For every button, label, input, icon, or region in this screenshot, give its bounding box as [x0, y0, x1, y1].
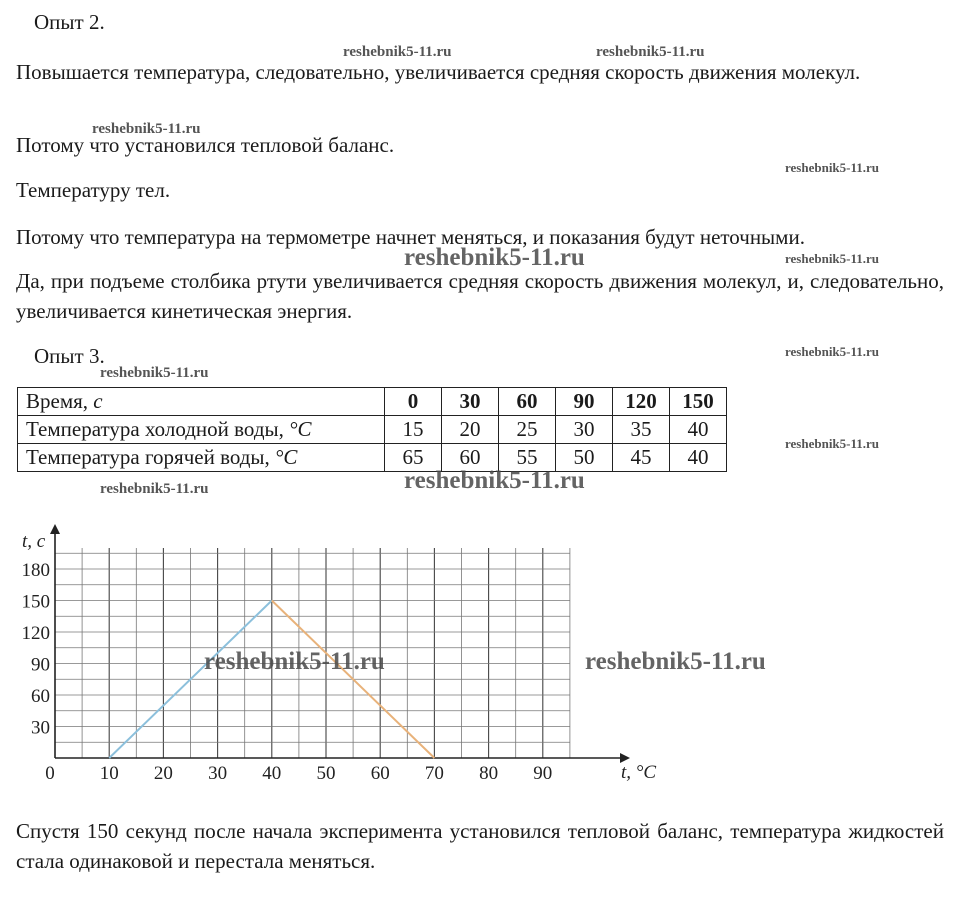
time-cell: 60 [499, 388, 556, 416]
conclusion-text: Спустя 150 секунд после начала эксперимента установился тепловой баланс, температура жидкостей стала одинаковой и перестала меняться. [16, 819, 944, 873]
time-cell: 120 [613, 388, 670, 416]
cold-cell: 30 [556, 416, 613, 444]
exp2-answer-4: Потому что температура на термометре начнет меняться, и показания будут неточными. [16, 225, 805, 249]
hot-cell: 50 [556, 444, 613, 472]
watermark: reshebnik5-11.ru [585, 648, 766, 675]
y-tick-label: 150 [21, 591, 50, 613]
x-tick-label: 70 [424, 763, 444, 784]
watermark: reshebnik5-11.ru [404, 467, 585, 494]
exp2-answer-2: Потому что установился тепловой баланс. [16, 133, 395, 157]
table-row [18, 416, 727, 444]
y-tick-label: 90 [31, 654, 50, 676]
cold-cell: 40 [670, 416, 727, 444]
x-tick-label: 90 [533, 763, 553, 784]
watermark: reshebnik5-11.ru [785, 344, 880, 359]
watermark: reshebnik5-11.ru [92, 121, 201, 137]
exp2-heading: Опыт 2. [34, 10, 105, 34]
x-tick-label: 80 [479, 763, 499, 784]
x-axis-label: t, °C [621, 762, 657, 783]
hot-cell: 40 [670, 444, 727, 472]
cold-cell: 35 [613, 416, 670, 444]
y-axis-arrow [50, 524, 60, 534]
watermark: reshebnik5-11.ru [404, 244, 585, 271]
exp3-heading: Опыт 3. [34, 344, 105, 368]
row-label-time: Время, с [18, 388, 385, 416]
x-tick-label: 20 [153, 763, 173, 784]
row-label-cold: Температура холодной воды, °C [18, 416, 385, 444]
time-cell: 90 [556, 388, 613, 416]
x-tick-label: 40 [262, 763, 282, 784]
watermark: reshebnik5-11.ru [785, 436, 880, 451]
x-tick-label: 50 [316, 763, 336, 784]
exp2-answer-5: Да, при подъеме столбика ртути увеличивается средняя скорость движения молекул, и, следовательно, увеличивается кинетическая энергия. [16, 269, 944, 323]
y-tick-label: 30 [31, 717, 50, 739]
watermark: reshebnik5-11.ru [100, 481, 209, 497]
time-cell: 0 [385, 388, 442, 416]
y-tick-label: 60 [31, 686, 50, 707]
table-row [18, 444, 727, 472]
x-tick-label: 10 [99, 763, 119, 784]
hot-cell: 65 [385, 444, 442, 472]
table-row [18, 388, 727, 416]
hot-cell: 45 [613, 444, 670, 472]
exp2-answer-1: Повышается температура, следовательно, увеличивается средняя скорость движения молекул. [16, 60, 861, 84]
cold-cell: 15 [385, 416, 442, 444]
hot-cell: 60 [442, 444, 499, 472]
watermark: reshebnik5-11.ru [785, 251, 880, 266]
row-label-hot: Температура горячей воды, °C [18, 444, 385, 472]
hot-cell: 55 [499, 444, 556, 472]
cold-cell: 20 [442, 416, 499, 444]
experiment-table [17, 387, 727, 472]
watermark: reshebnik5-11.ru [596, 44, 705, 60]
watermark: reshebnik5-11.ru [343, 44, 452, 60]
time-cell: 30 [442, 388, 499, 416]
y-axis-label: t, с [22, 531, 46, 552]
y-tick-label: 120 [21, 623, 50, 644]
x-tick-label: 0 [45, 763, 55, 784]
time-cell: 150 [670, 388, 727, 416]
exp2-answer-3: Температуру тел. [16, 178, 171, 202]
x-tick-label: 60 [370, 763, 390, 784]
cold-cell: 25 [499, 416, 556, 444]
watermark: reshebnik5-11.ru [785, 160, 880, 175]
x-tick-label: 30 [208, 763, 228, 784]
watermark: reshebnik5-11.ru [204, 648, 385, 675]
y-tick-label: 180 [21, 560, 50, 581]
watermark: reshebnik5-11.ru [100, 365, 209, 381]
